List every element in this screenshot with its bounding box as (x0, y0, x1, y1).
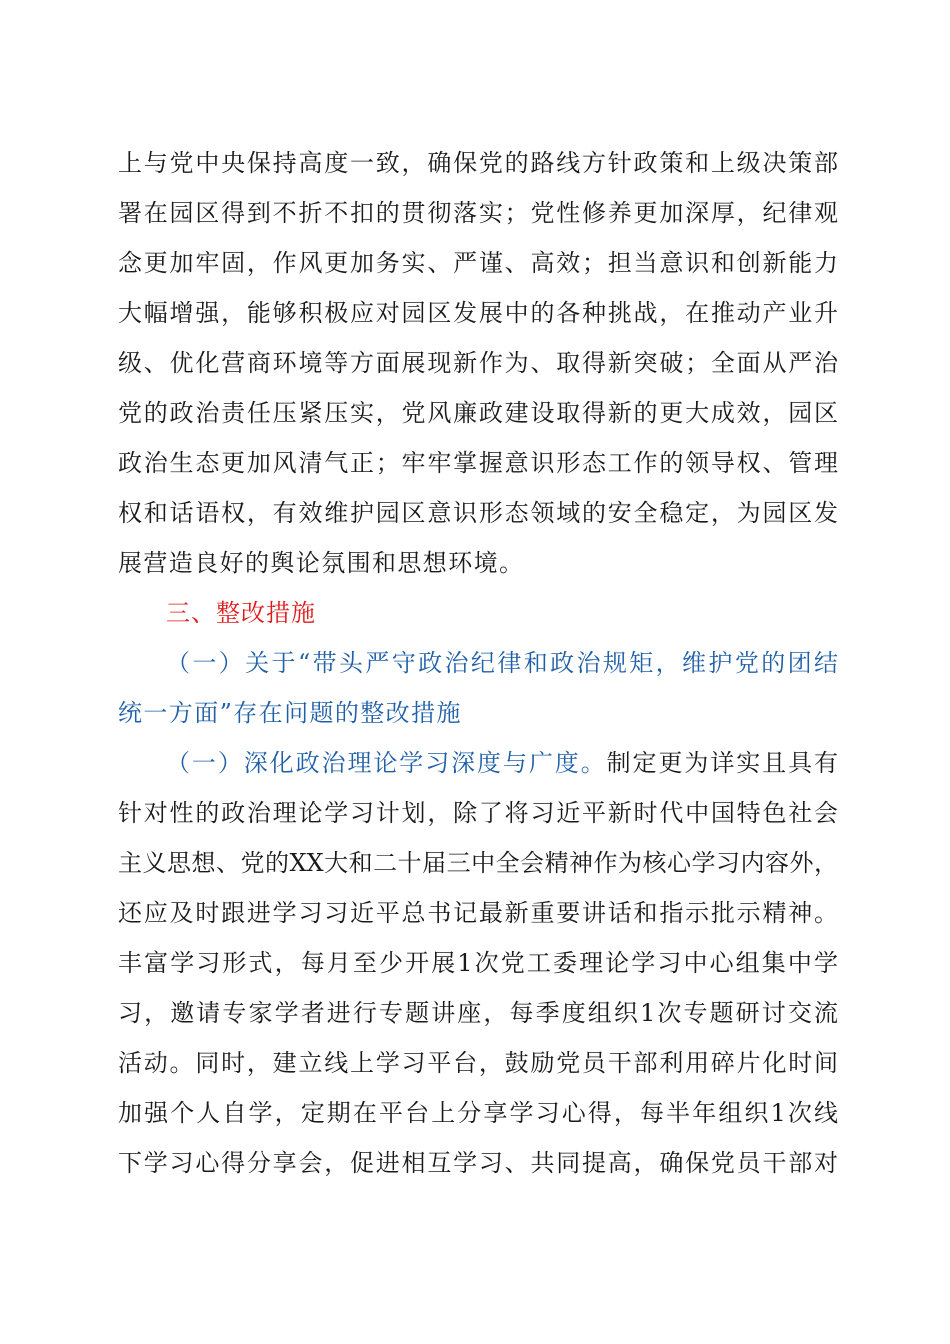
body-text-line: 还应及时跟进学习习近平总书记最新重要讲话和指示批示精神。 (118, 899, 838, 927)
body-text-line: 下学习心得分享会，促进相互学习、共同提高，确保党员干部对 (118, 1149, 838, 1177)
subheading-line: 统一方面”存在问题的整改措施 (118, 699, 462, 727)
body-text-line: 针对性的政治理论学习计划，除了将习近平新时代中国特色社会 (118, 799, 838, 827)
body-text-line: 活动。同时，建立线上学习平台，鼓励党员干部利用碎片化时间 (118, 1049, 838, 1077)
body-text-line: 党的政治责任压紧压实，党风廉政建设取得新的更大成效，园区 (118, 399, 838, 427)
item-first-line (166, 748, 838, 778)
body-text-line: 级、优化营商环境等方面展现新作为、取得新突破；全面从严治 (118, 349, 838, 377)
item-title: （一）深化政治理论学习深度与广度。 (166, 749, 607, 777)
body-text-line: 念更加牢固，作风更加务实、严谨、高效；担当意识和创新能力 (118, 249, 838, 277)
item-text: 制定更为详实且具有 (606, 749, 838, 777)
body-text-line: 丰富学习形式，每月至少开展1次党工委理论学习中心组集中学 (118, 949, 838, 977)
subheading-line: （一）关于“带头严守政治纪律和政治规矩，维护党的团结 (166, 649, 838, 677)
section-heading: 三、整改措施 (166, 599, 316, 627)
body-text-line: 加强个人自学，定期在平台上分享学习心得，每半年组织1次线 (118, 1099, 838, 1127)
body-text-line: 政治生态更加风清气正；牢牢掌握意识形态工作的领导权、管理 (118, 449, 838, 477)
body-text-line: 署在园区得到不折不扣的贯彻落实；党性修养更加深厚，纪律观 (118, 199, 838, 227)
body-text-line: 主义思想、党的XX大和二十届三中全会精神作为核心学习内容外， (118, 849, 838, 877)
body-text-line: 展营造良好的舆论氛围和思想环境。 (118, 549, 525, 577)
body-text-line: 上与党中央保持高度一致，确保党的路线方针政策和上级决策部 (118, 149, 838, 177)
body-text-line: 大幅增强，能够积极应对园区发展中的各种挑战，在推动产业升 (118, 299, 838, 327)
body-text-line: 权和话语权，有效维护园区意识形态领域的安全稳定，为园区发 (118, 499, 838, 527)
body-text-line: 习，邀请专家学者进行专题讲座，每季度组织1次专题研讨交流 (118, 999, 838, 1027)
